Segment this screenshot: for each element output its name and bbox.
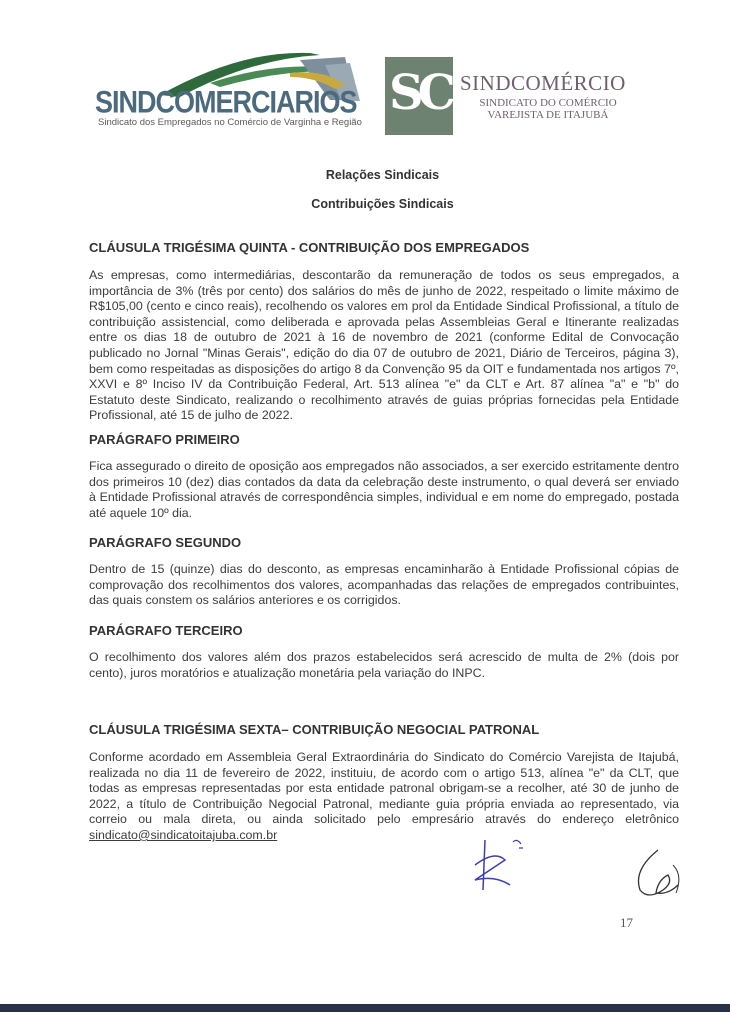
- sc-monogram-text: SC: [389, 65, 450, 121]
- email-link[interactable]: sindicato@sindicatoitajuba.com.br: [89, 827, 278, 842]
- clause-36-title: CLÁUSULA TRIGÉSIMA SEXTA– CONTRIBUIÇÃO NEGOCIAL PATRONAL: [89, 722, 540, 737]
- clause-36-text: Conforme acordado em Assembleia Geral Extraordinária do Sindicato do Comércio Varejista de Itajubá, realizada no dia 11 de fevereiro de 2022, instituiu, de acordo com o artigo 513, alínea "e" da CLT, que todas as empresas representadas por esta entidade patronal obrigam-se a recolher, até 30 de junho de 2022, a título de Contribuição Negocial Patronal, mediante guia própria enviada ao representado, via correio ou mala direta, ou ainda solicitado pelo empresário através do endereço eletrônico: [89, 750, 679, 827]
- paragraph-3-title: PARÁGRAFO TERCEIRO: [89, 623, 243, 638]
- scan-edge-bar: [0, 1004, 730, 1012]
- left-logo-wordmark: SINDCOMERCIARIOS: [95, 85, 357, 120]
- paragraph-3-body: [89, 650, 679, 681]
- paragraph-1-text: Fica assegurado o direito de oposição aos empregados não associados, a ser exercido estritamente dentro dos primeiros 10 (dez) dias contados da data da celebração deste instrumento, o qual deverá ser enviado à Entidade Profissional através de correspondência simples, individual e em nome do empregado, postada até aquele 10º dia.: [89, 459, 679, 520]
- clause-35-body: [89, 268, 679, 424]
- clause-36-body: [89, 750, 679, 844]
- right-logo-subtitle-2: VAREJISTA DE ITAJUBÁ: [487, 109, 609, 121]
- section-subtitle: Contribuições Sindicais: [311, 197, 454, 211]
- right-logo-subtitle-1: SINDICATO DO COMÉRCIO: [479, 97, 617, 109]
- sindcomercio-logo: [385, 57, 645, 137]
- page-number: 17: [620, 915, 633, 930]
- paragraph-2-title: PARÁGRAFO SEGUNDO: [89, 535, 242, 550]
- paragraph-3-text: O recolhimento dos valores além dos prazos estabelecidos será acrescido de multa de 2% (dois por cento), juros moratórios e atualização monetária pela variação do INPC.: [89, 650, 679, 680]
- paragraph-1-body: [89, 459, 679, 521]
- section-title: Relações Sindicais: [325, 168, 440, 182]
- clause-35-title: CLÁUSULA TRIGÉSIMA QUINTA - CONTRIBUIÇÃO DOS EMPREGADOS: [89, 240, 530, 255]
- paragraph-2-text: Dentro de 15 (quinze) dias do desconto, as empresas encaminharão à Entidade Profissional cópias de comprovação dos recolhimentos dos valores, acompanhadas das relações de empregados contribuintes, das quais constem os salários anteriores e os corrigidos.: [89, 562, 679, 608]
- initial-signature-1: [465, 830, 535, 900]
- initial-signature-2: [628, 845, 688, 905]
- left-logo-tagline: Sindicato dos Empregados no Comércio de Varginha e Região: [98, 117, 362, 128]
- sindcomerciarios-logo: [95, 45, 365, 135]
- sc-monogram: [385, 57, 453, 135]
- paragraph-2-body: [89, 562, 679, 609]
- clause-35-text: As empresas, como intermediárias, descontarão da remuneração de todos os seus empregados, a importância de 3% (três por cento) dos salários do mês de junho de 2022, respeitado o limite máximo de R$105,00 (cento e cinco reais), recolhendo os valores em prol da Entidade Sindical Profissional, a título de contribuição assistencial, como deliberada e aprovada pelas Assembleias Geral e Itinerante realizadas entre os dias 18 de outubro de 2021 à 16 de novembro de 2021 (conforme Edital de Convocação publicado no Jornal "Minas Gerais", edição do dia 07 de outubro de 2021, Diário de Terceiros, página 3), bem como respeitadas as disposições do artigo 8 da Convenção 95 da OIT e fundamentada nos artigos 7º, XXVI e 8º Inciso IV da Contribuição Federal, Art. 513 alínea "e" da CLT e Art. 87 alínea "a" e "b" do Estatuto deste Sindicato, realizando o recolhimento através de guias próprias fornecidas pela Entidade Profissional, até 15 de julho de 2022.: [89, 268, 679, 423]
- right-logo-name: SINDCOMÉRCIO: [460, 71, 626, 95]
- paragraph-1-title: PARÁGRAFO PRIMEIRO: [89, 432, 240, 447]
